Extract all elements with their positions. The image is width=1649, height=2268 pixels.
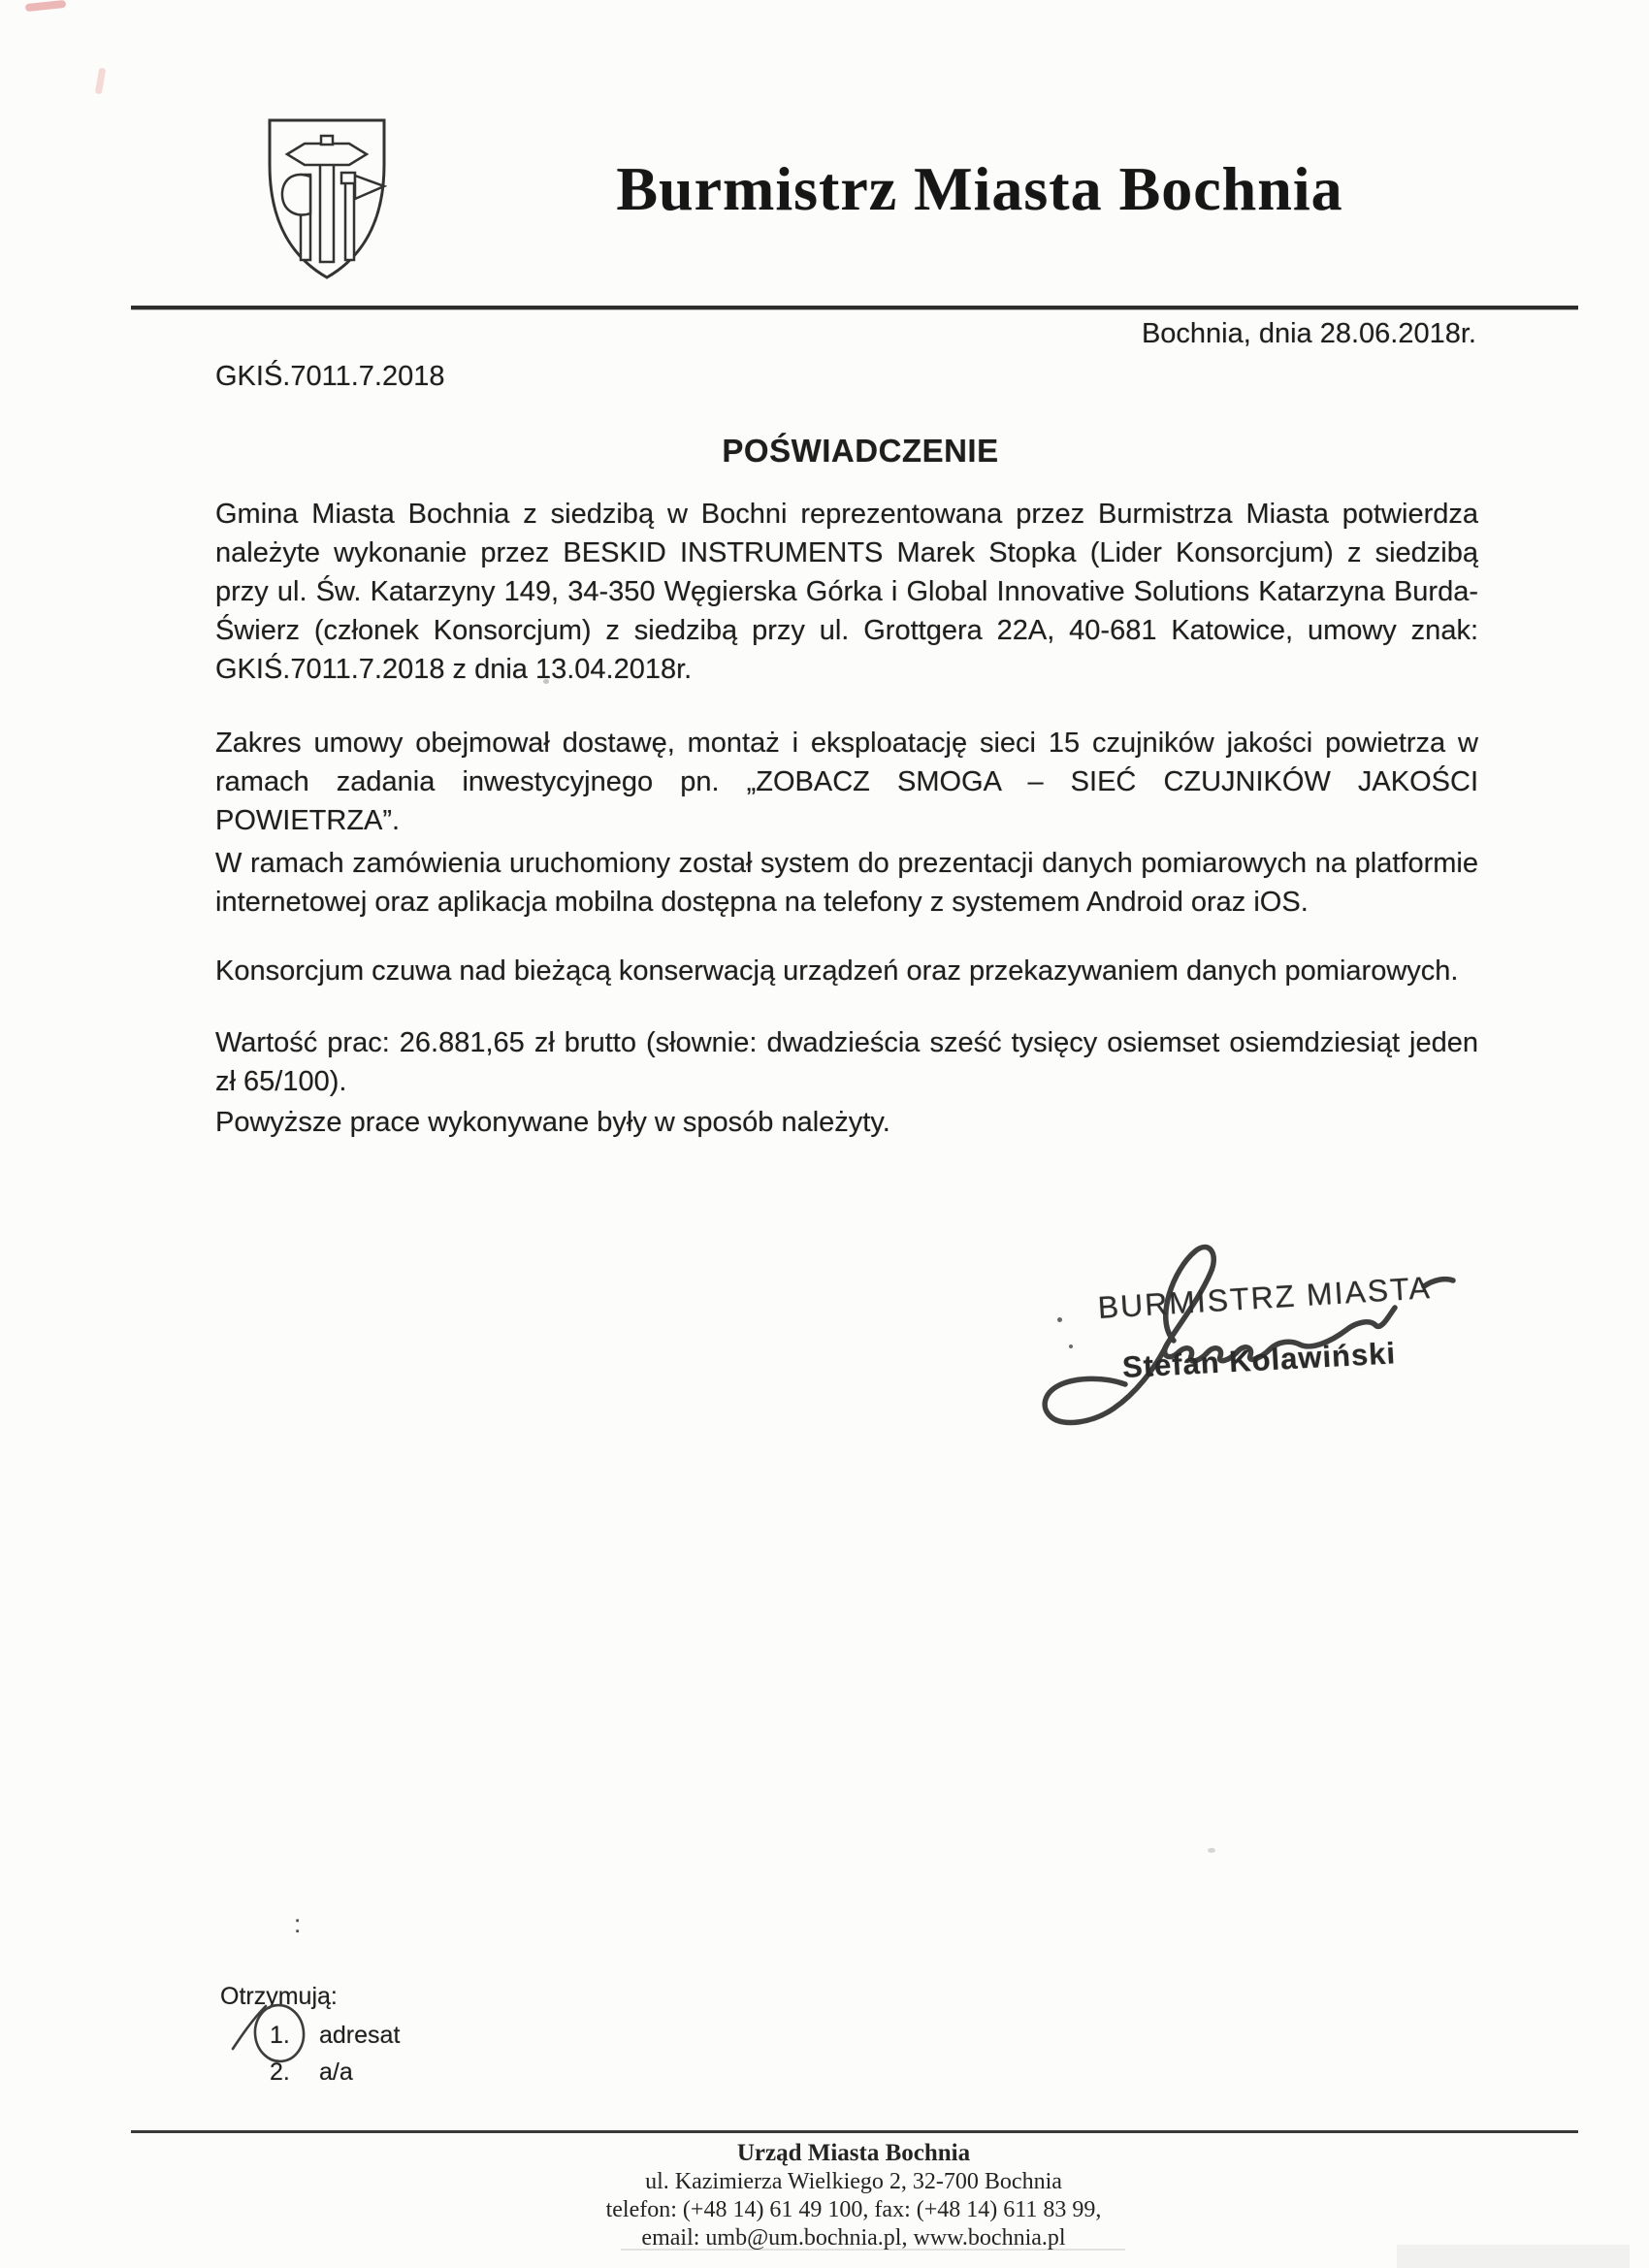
ink-speck (1069, 1345, 1073, 1348)
paragraph-contract-parties: Gmina Miasta Bochnia z siedzibą w Bochni reprezentowana przez Burmistrza Miasta potwierdza należyte wykonanie przez BESKID INSTRUMENTS Marek Stopka (Lider Konsorcjum) z siedzibą przy ul. Św. Katarzyny 149, 34-350 Węgierska Górka i Global Innovative Solutions Katarzyna Burda-Świerz (członek Konsorcjum) z siedzibą przy ul. Grottgera 22A, 40-681 Katowice, umowy znak: GKIŚ.7011.7.2018 z dnia 13.04.2018r. (215, 499, 1478, 685)
pen-circle-mark (218, 1989, 344, 2086)
paragraph-scope: Zakres umowy obejmował dostawę, montaż i eksploatację sieci 15 czujników jakości powietrza w ramach zadania inwestycyjnego pn. „ZOBACZ SMOGA – SIEĆ CZUJNIKÓW JAKOŚCI POWIETRZA”. (215, 728, 1478, 836)
signature-icon (1028, 1232, 1474, 1436)
distribution-item-number: 1. (270, 2022, 290, 2049)
distribution-item-label: adresat (319, 2022, 401, 2049)
coat-of-arms-icon (264, 114, 390, 284)
header-divider (131, 306, 1578, 309)
stamp-mayor-name: Stefan Kolawiński (1121, 1336, 1397, 1385)
scan-speck (1208, 1848, 1215, 1853)
authority-title: Burmistrz Miasta Bochnia (616, 154, 1343, 223)
stamp-office-title: BURMISTRZ MIASTA (1096, 1270, 1433, 1326)
scan-speck (543, 679, 549, 684)
footer-email-web: email: umb@um.bochnia.pl, www.bochnia.pl (641, 2225, 1066, 2251)
footer-address: ul. Kazimierza Wielkiego 2, 32-700 Bochnia (645, 2169, 1062, 2194)
distribution-item-label: a/a (319, 2058, 353, 2086)
document-title: POŚWIADCZENIE (722, 433, 999, 469)
scan-noise (1397, 2245, 1630, 2268)
distribution-heading: Otrzymują: (220, 1983, 338, 2010)
paragraph-conclusion: Powyższe prace wykonywane były w sposób należyty. (215, 1107, 890, 1138)
ink-speck (1057, 1317, 1062, 1322)
red-pen-mark (95, 68, 107, 95)
red-pen-mark (25, 0, 67, 12)
footer-phone-fax: telefon: (+48 14) 61 49 100, fax: (+48 14) 611 83 99, (605, 2197, 1102, 2222)
paragraph-value: Wartość prac: 26.881,65 zł brutto (słownie: dwadzieścia sześć tysięcy osiemset osiemdziesiąt jeden zł 65/100). (215, 1027, 1478, 1097)
date-line: Bochnia, dnia 28.06.2018r. (1141, 318, 1476, 349)
paragraph-maintenance: Konsorcjum czuwa nad bieżącą konserwacją urządzeń oraz przekazywaniem danych pomiarowych. (215, 956, 1459, 987)
reference-number: GKIŚ.7011.7.2018 (215, 361, 445, 392)
footer-office-name: Urząd Miasta Bochnia (736, 2140, 971, 2166)
paragraph-system: W ramach zamówienia uruchomiony został system do prezentacji danych pomiarowych na platformie internetowej oraz aplikacja mobilna dostępna na telefony z systemem Android oraz iOS. (215, 848, 1478, 918)
footer-divider (131, 2130, 1578, 2133)
scan-smudge (621, 2249, 1125, 2251)
distribution-item-number: 2. (270, 2058, 290, 2086)
stray-colon-mark: : (294, 1909, 302, 1938)
